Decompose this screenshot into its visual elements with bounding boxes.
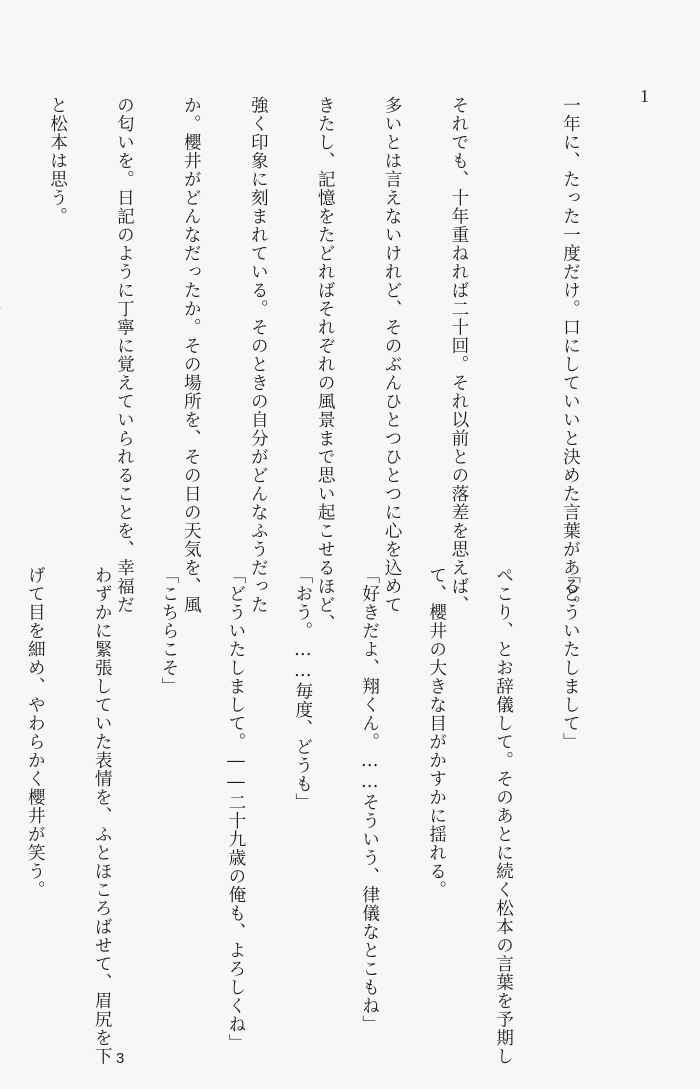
text-line <box>0 96 2 516</box>
text-line: の匂いを。日記のように丁寧に覚えていられることを、幸福だ <box>114 96 135 614</box>
text-line: 「どういたしまして」 <box>560 566 581 751</box>
text-line: か。櫻井がどんなだったか。その場所を、その日の天気を、風 <box>181 96 202 614</box>
text-line: 「おう。……毎度、どうも」 <box>292 566 313 812</box>
text-line: 強く印象に刻まれている。そのときの自分がどんなふうだった <box>248 96 269 614</box>
text-line: きたし、記憶をたどればそれぞれの風景まで思い起こせるほど、 <box>315 96 336 633</box>
text-line: 「好きだよ、翔くん。……そういう、律儀なとこもね」 <box>359 566 380 1034</box>
text-line: 「どういたしまして。――二十九歳の俺も、よろしくね」 <box>225 566 246 1052</box>
text-line: ぺこり、とお辞儀して。そのあとに続く松本の言葉を予期し <box>493 566 514 1066</box>
chapter-number: 1 <box>640 86 649 106</box>
text-line: 一年に、たった一度だけ。口にしていいと決めた言葉がある。 <box>560 96 581 614</box>
text-line: 「こちらこそ」 <box>159 566 180 696</box>
text-line: て、櫻井の大きな目がかすかに揺れる。 <box>426 566 447 899</box>
lower-text-block <box>0 566 626 1066</box>
text-line: 多いとは言えないけれど、そのぶんひとつひとつに心を込めて <box>382 96 403 614</box>
page-number: 3 <box>116 1050 125 1067</box>
text-line: わずかに緊張していた表情を、ふとほころばせて、眉尻を下 <box>92 566 113 1066</box>
text-line: それでも、十年重ねれば二十回。それ以前との落差を思えば、 <box>448 96 469 614</box>
text-line: げて目を細め、やわらかく櫻井が笑う。 <box>25 566 46 899</box>
text-line: と松本は思う。 <box>47 96 68 226</box>
